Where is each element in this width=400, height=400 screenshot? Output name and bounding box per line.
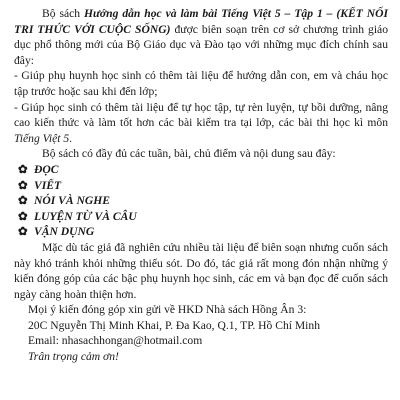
purpose-1: - Giúp phụ huynh học sinh có thêm tài liệu để hướng dẫn con, em và cháu học tập trước hoặc sau khi đến lớp; [14,69,388,98]
intro-pre: Bộ sách [42,7,84,20]
flower-bullet-icon: ✿ [18,225,28,239]
sections-intro: Bộ sách có đầy đủ các tuần, bài, chủ điểm và nội dung sau đây: [42,147,336,161]
purpose-2 [14,100,388,147]
section-label: ĐỌC [34,162,59,176]
section-item [14,209,388,225]
section-item [14,193,388,209]
book-title: Hướng dẫn học và làm bài Tiếng Việt 5 – Tập 1 – [83,7,333,20]
section-label: VIẾT [34,178,62,192]
flower-bullet-icon: ✿ [18,194,28,208]
section-item [14,162,388,178]
section-item [14,224,388,240]
contact-email: Email: nhasachhongan@hotmail.com [28,334,203,348]
intro-post: được biên soạn trên cơ sở chương trình giáo dục phổ thông mới của Bộ Giáo dục và Đào tạo với những mục đích chính sau đây: [14,22,388,67]
purpose-2-text: - Giúp học sinh có thêm tài liệu để tự học tập, tự rèn luyện, tự bồi dưỡng, nâng cao kiến thức và làm tốt hơn các bài kiểm tra tại lớp, các bài thi học kì môn [14,100,388,130]
flower-bullet-icon: ✿ [18,209,28,223]
sections-list [14,162,388,240]
disclaimer-paragraph: Mặc dù tác giả đã nghiên cứu nhiều tài liệu để biên soạn nhưng cuốn sách này khó tránh khỏi những thiếu sót. Do đó, tác giả rất mong đón nhận những ý kiến đóng góp của các bậc phụ huynh học sinh, các em và bạn đọc để cuốn sách ngày càng hoàn thiện hơn. [14,240,388,301]
closing-thanks: Trân trọng cảm ơn! [28,350,119,364]
flower-bullet-icon: ✿ [18,162,28,176]
purpose-2-end: . [69,131,73,145]
intro-paragraph [14,6,388,68]
section-label: LUYỆN TỪ VÀ CÂU [34,209,137,223]
contact-address: 20C Nguyễn Thị Minh Khai, P. Đa Kao, Q.1, TP. Hồ Chí Minh [28,318,320,332]
flower-bullet-icon: ✿ [18,178,28,192]
contact-intro: Mọi ý kiến đóng góp xin gửi về HKD Nhà sách Hồng Ân 3: [28,303,307,317]
section-item [14,178,388,194]
section-label: NÓI VÀ NGHE [34,194,111,208]
section-label: VẬN DỤNG [34,225,95,239]
book-series: (KẾT NỐI TRI THỨC VỚI CUỘC SỐNG) [14,7,388,36]
purpose-2-subject: Tiếng Việt 5 [14,131,70,145]
